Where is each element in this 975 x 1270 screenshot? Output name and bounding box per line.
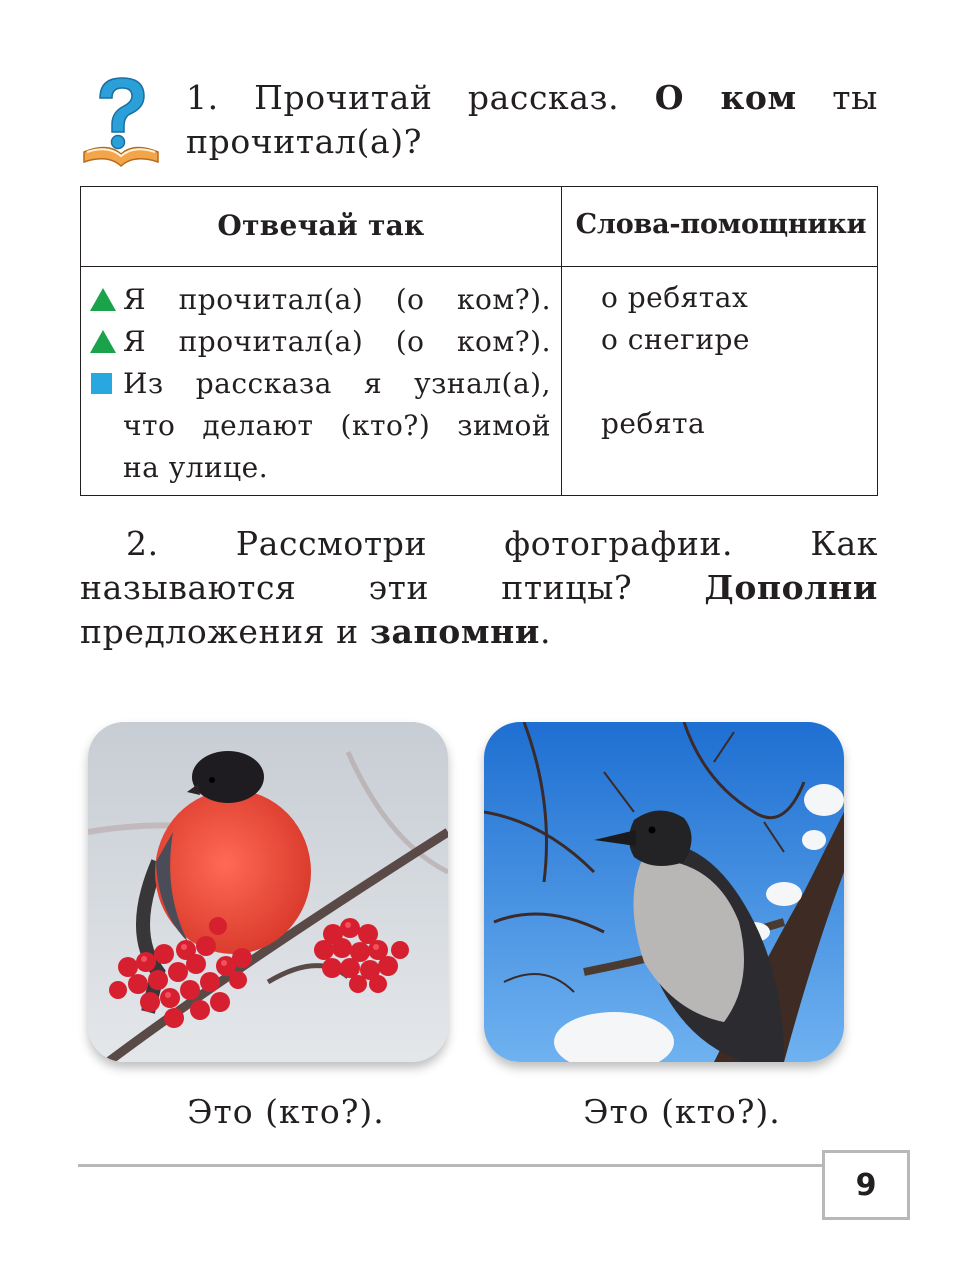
helper-word: о ребятах <box>601 281 749 314</box>
header-helper-words: Слова-помощники <box>575 209 867 240</box>
answer-text: что делают (кто?) зимой <box>123 409 551 442</box>
table-column-divider <box>561 187 562 495</box>
task-1-tail: ты прочитал(а)? <box>186 78 878 161</box>
task-1-number: 1. <box>186 78 219 117</box>
task-1 <box>186 76 878 164</box>
green-triangle-icon <box>89 321 123 363</box>
question-book-icon <box>78 74 164 174</box>
blue-square-icon <box>89 363 123 405</box>
header-answer-like-this: Отвечай так <box>217 209 425 242</box>
task-1-bold: О ком <box>654 78 797 117</box>
caption-bullfinch: Это (кто?). <box>187 1092 385 1131</box>
task-2-bold-complete: Дополни <box>704 568 878 607</box>
answer-text: Я прочитал(а) (о ком?). <box>123 325 551 358</box>
answer-table <box>80 186 878 496</box>
task-2: 2. Рассмотри фотографии. Как называются эти птицы? Дополни предложения и запомни. <box>80 524 878 651</box>
answer-line <box>89 447 551 489</box>
task-2-text-2: предложения и <box>80 612 359 651</box>
photo-hooded-crow <box>484 722 844 1062</box>
answer-line <box>89 321 551 363</box>
footer-rule <box>78 1164 822 1167</box>
answer-line <box>89 405 551 447</box>
answer-text: на улице. <box>123 451 269 484</box>
helper-words <box>601 277 871 445</box>
caption-crow: Это (кто?). <box>583 1092 781 1131</box>
table-row-divider <box>81 266 877 267</box>
answer-line <box>89 279 551 321</box>
task-2-text: Рассмотри фотографии. Как называются эти птицы? <box>80 524 878 607</box>
task-1-text: Прочитай рассказ. <box>254 78 620 117</box>
helper-word <box>601 361 871 403</box>
task-2-bold-remember: запомни <box>369 612 540 651</box>
photo-bullfinch <box>88 722 448 1062</box>
page-number: 9 <box>822 1150 910 1220</box>
answer-text: Из рассказа я узнал(а), <box>123 367 551 400</box>
helper-word: о снегире <box>601 323 750 356</box>
answer-text: Я прочитал(а) (о ком?). <box>123 283 551 316</box>
helper-word: ребята <box>601 407 706 440</box>
green-triangle-icon <box>89 279 123 321</box>
answer-line <box>89 363 551 405</box>
task-2-number: 2. <box>126 524 159 563</box>
answer-patterns <box>89 279 551 489</box>
